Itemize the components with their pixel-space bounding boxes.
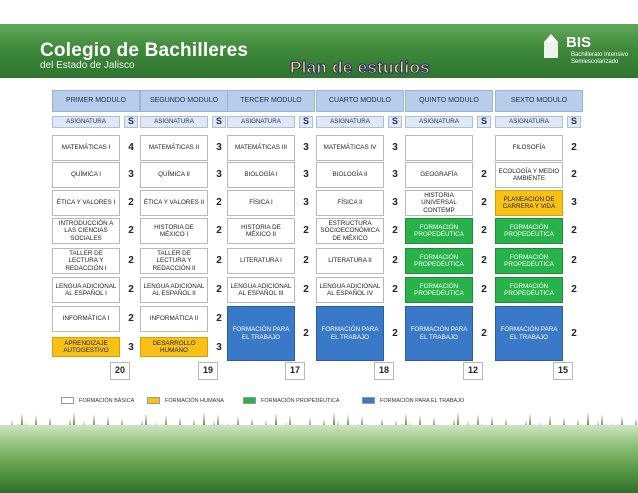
module-total: 17 — [285, 362, 305, 380]
credit-value: 3 — [128, 342, 134, 354]
subject-cell[interactable]: FORMACIÓN PARA EL TRABAJO — [316, 306, 384, 361]
legend-swatch — [362, 397, 375, 404]
subject-cell[interactable]: QUÍMICA II — [140, 162, 208, 188]
subject-cell[interactable]: ECOLOGÍA Y MEDIO AMBIENTE — [495, 162, 563, 188]
subject-cell[interactable]: HISTORIA DE MÉXICO I — [140, 218, 208, 244]
subject-cell[interactable]: INFORMÁTICA II — [140, 306, 208, 332]
subject-cell[interactable]: FORMACIÓN PARA EL TRABAJO — [495, 306, 563, 361]
subject-cell[interactable]: ÉTICA Y VALORES I — [52, 190, 120, 216]
subject-cell[interactable]: ÉTICA Y VALORES II — [140, 190, 208, 216]
credit-value: 2 — [571, 142, 577, 154]
credit-value: 2 — [571, 327, 577, 339]
subject-cell[interactable]: FORMACIÓN PROPEDÉUTICA — [495, 248, 563, 274]
credit-value: 3 — [303, 169, 309, 181]
module-total: 20 — [110, 362, 130, 380]
credit-value: 3 — [303, 197, 309, 209]
credit-value: 3 — [216, 342, 222, 354]
credit-value: 3 — [571, 197, 577, 209]
column-header-asignatura: ASIGNATURA — [405, 116, 473, 128]
credit-value: 2 — [571, 255, 577, 267]
legend-label: FORMACIÓN BÁSICA — [79, 398, 135, 404]
credit-value: 2 — [216, 197, 222, 209]
column-header-asignatura: ASIGNATURA — [316, 116, 384, 128]
subject-cell[interactable]: FÍSICA II — [316, 190, 384, 216]
column-header-s: S — [567, 116, 581, 128]
subject-cell[interactable]: LITERATURA I — [227, 248, 295, 274]
credit-value: 2 — [216, 225, 222, 237]
credit-value: 4 — [128, 142, 134, 154]
subject-cell[interactable]: MATEMÁTICAS IV — [316, 135, 384, 161]
subject-cell[interactable]: LENGUA ADICIONAL AL ESPAÑOL IV — [316, 277, 384, 303]
legend-label: FORMACIÓN HUMANA — [165, 398, 224, 404]
credit-value: 2 — [571, 284, 577, 296]
subject-cell[interactable]: BIOLOGÍA II — [316, 162, 384, 188]
subject-cell[interactable] — [405, 135, 473, 161]
credit-value: 2 — [128, 284, 134, 296]
credit-value: 2 — [216, 284, 222, 296]
credit-value: 2 — [571, 225, 577, 237]
subject-cell[interactable]: FORMACIÓN PROPEDÉUTICA — [405, 218, 473, 244]
school-subtitle: del Estado de Jalisco — [40, 60, 135, 71]
subject-cell[interactable]: FORMACIÓN PROPEDÉUTICA — [495, 277, 563, 303]
subject-cell[interactable]: GEOGRAFÍA — [405, 162, 473, 188]
school-name: Colegio de Bachilleres — [40, 40, 249, 61]
credit-value: 2 — [481, 225, 487, 237]
credit-value: 2 — [392, 284, 398, 296]
credit-value: 2 — [303, 284, 309, 296]
credit-value: 2 — [303, 327, 309, 339]
subject-cell[interactable]: TALLER DE LECTURA Y REDACCIÓN II — [140, 248, 208, 274]
legend-swatch — [243, 397, 256, 404]
credit-value: 3 — [216, 169, 222, 181]
credit-value: 2 — [481, 327, 487, 339]
legend-swatch — [147, 397, 160, 404]
credit-value: 2 — [481, 197, 487, 209]
subject-cell[interactable]: FORMACIÓN PROPEDÉUTICA — [495, 218, 563, 244]
credit-value: 3 — [303, 142, 309, 154]
subject-cell[interactable]: TALLER DE LECTURA Y REDACCIÓN I — [52, 248, 120, 274]
subject-cell[interactable]: LENGUA ADICIONAL AL ESPAÑOL I — [52, 277, 120, 303]
credit-value: 2 — [128, 255, 134, 267]
subject-cell[interactable]: ESTRUCTURA SOCIOECONÓMICA DE MÉXICO — [316, 218, 384, 244]
module-header: SEGUNDO MODULO — [140, 90, 228, 112]
credit-value: 2 — [128, 225, 134, 237]
module-total: 19 — [198, 362, 218, 380]
subject-cell[interactable]: HISTORIA DE MÉXICO II — [227, 218, 295, 244]
module-total: 18 — [374, 362, 394, 380]
column-header-s: S — [299, 116, 313, 128]
module-total: 12 — [463, 362, 483, 380]
column-header-s: S — [477, 116, 491, 128]
credit-value: 2 — [481, 284, 487, 296]
module-total: 15 — [553, 362, 573, 380]
credit-value: 3 — [392, 197, 398, 209]
legend-swatch — [61, 397, 74, 404]
subject-cell[interactable]: BIOLOGÍA I — [227, 162, 295, 188]
legend-label: FORMACIÓN PROPEDÉUTICA — [261, 398, 340, 404]
column-header-asignatura: ASIGNATURA — [227, 116, 295, 128]
module-header: TERCER MODULO — [227, 90, 315, 112]
column-header-s: S — [212, 116, 226, 128]
subject-cell[interactable]: HISTORIA UNIVERSAL CONTEMP — [405, 190, 473, 216]
subject-cell[interactable]: PLANEACION DE CARRERA Y VIDA — [495, 190, 563, 216]
page-title: Plan de estudios — [290, 58, 430, 77]
column-header-asignatura: ASIGNATURA — [140, 116, 208, 128]
subject-cell[interactable]: FORMACIÓN PARA EL TRABAJO — [227, 306, 295, 361]
footer-banner — [0, 425, 638, 493]
module-header: PRIMER MODULO — [52, 90, 140, 112]
subject-cell[interactable]: FÍSICA I — [227, 190, 295, 216]
subject-cell[interactable]: MATEMÁTICAS I — [52, 135, 120, 161]
credit-value — [475, 135, 493, 161]
credit-value: 2 — [392, 255, 398, 267]
logo-text: BIS — [566, 34, 592, 51]
credit-value: 2 — [216, 313, 222, 325]
credit-value: 2 — [128, 313, 134, 325]
subject-cell[interactable]: FORMACIÓN PARA EL TRABAJO — [405, 306, 473, 361]
credit-value: 2 — [571, 169, 577, 181]
credit-value: 3 — [128, 169, 134, 181]
subject-cell[interactable]: INTRODUCCIÓN A LAS CIENCIAS SOCIALES — [52, 218, 120, 244]
credit-value: 3 — [392, 142, 398, 154]
credit-value: 2 — [392, 225, 398, 237]
credit-value: 2 — [128, 197, 134, 209]
module-header: QUINTO MODULO — [405, 90, 493, 112]
credit-value: 2 — [216, 255, 222, 267]
credit-value: 2 — [481, 255, 487, 267]
credit-value: 2 — [303, 225, 309, 237]
subject-cell[interactable]: LITERATURA II — [316, 248, 384, 274]
credit-value: 3 — [216, 142, 222, 154]
subject-cell[interactable]: FORMACIÓN PROPEDÉUTICA — [405, 277, 473, 303]
column-header-s: S — [124, 116, 138, 128]
credit-value: 2 — [481, 169, 487, 181]
subject-cell[interactable]: QUÍMICA I — [52, 162, 120, 188]
subject-cell[interactable]: DESARROLLO HUMANO — [140, 337, 208, 357]
credit-value: 3 — [392, 169, 398, 181]
legend-label: FORMACIÓN PARA EL TRABAJO — [380, 398, 465, 404]
subject-cell[interactable]: LENGUA ADICIONAL AL ESPAÑOL II — [140, 277, 208, 303]
subject-cell[interactable]: MATEMÁTICAS III — [227, 135, 295, 161]
logo-subtitle: Bachillerato Intensivo Semiescolarizado — [571, 52, 629, 65]
subject-cell[interactable]: FORMACIÓN PROPEDÉUTICA — [405, 248, 473, 274]
module-header: CUARTO MODULO — [316, 90, 404, 112]
credit-value: 2 — [303, 255, 309, 267]
subject-cell[interactable]: LENGUA ADICIONAL AL ESPAÑOL III — [227, 277, 295, 303]
column-header-asignatura: ASIGNATURA — [495, 116, 563, 128]
column-header-asignatura: ASIGNATURA — [52, 116, 120, 128]
column-header-s: S — [388, 116, 402, 128]
credit-value: 2 — [392, 327, 398, 339]
subject-cell[interactable]: FILOSOFÍA — [495, 135, 563, 161]
module-header: SEXTO MODULO — [495, 90, 583, 112]
subject-cell[interactable]: INFORMÁTICA I — [52, 306, 120, 332]
subject-cell[interactable]: APRENDIZAJE AUTOGESTIVO — [52, 337, 120, 357]
subject-cell[interactable]: MATEMÁTICAS II — [140, 135, 208, 161]
